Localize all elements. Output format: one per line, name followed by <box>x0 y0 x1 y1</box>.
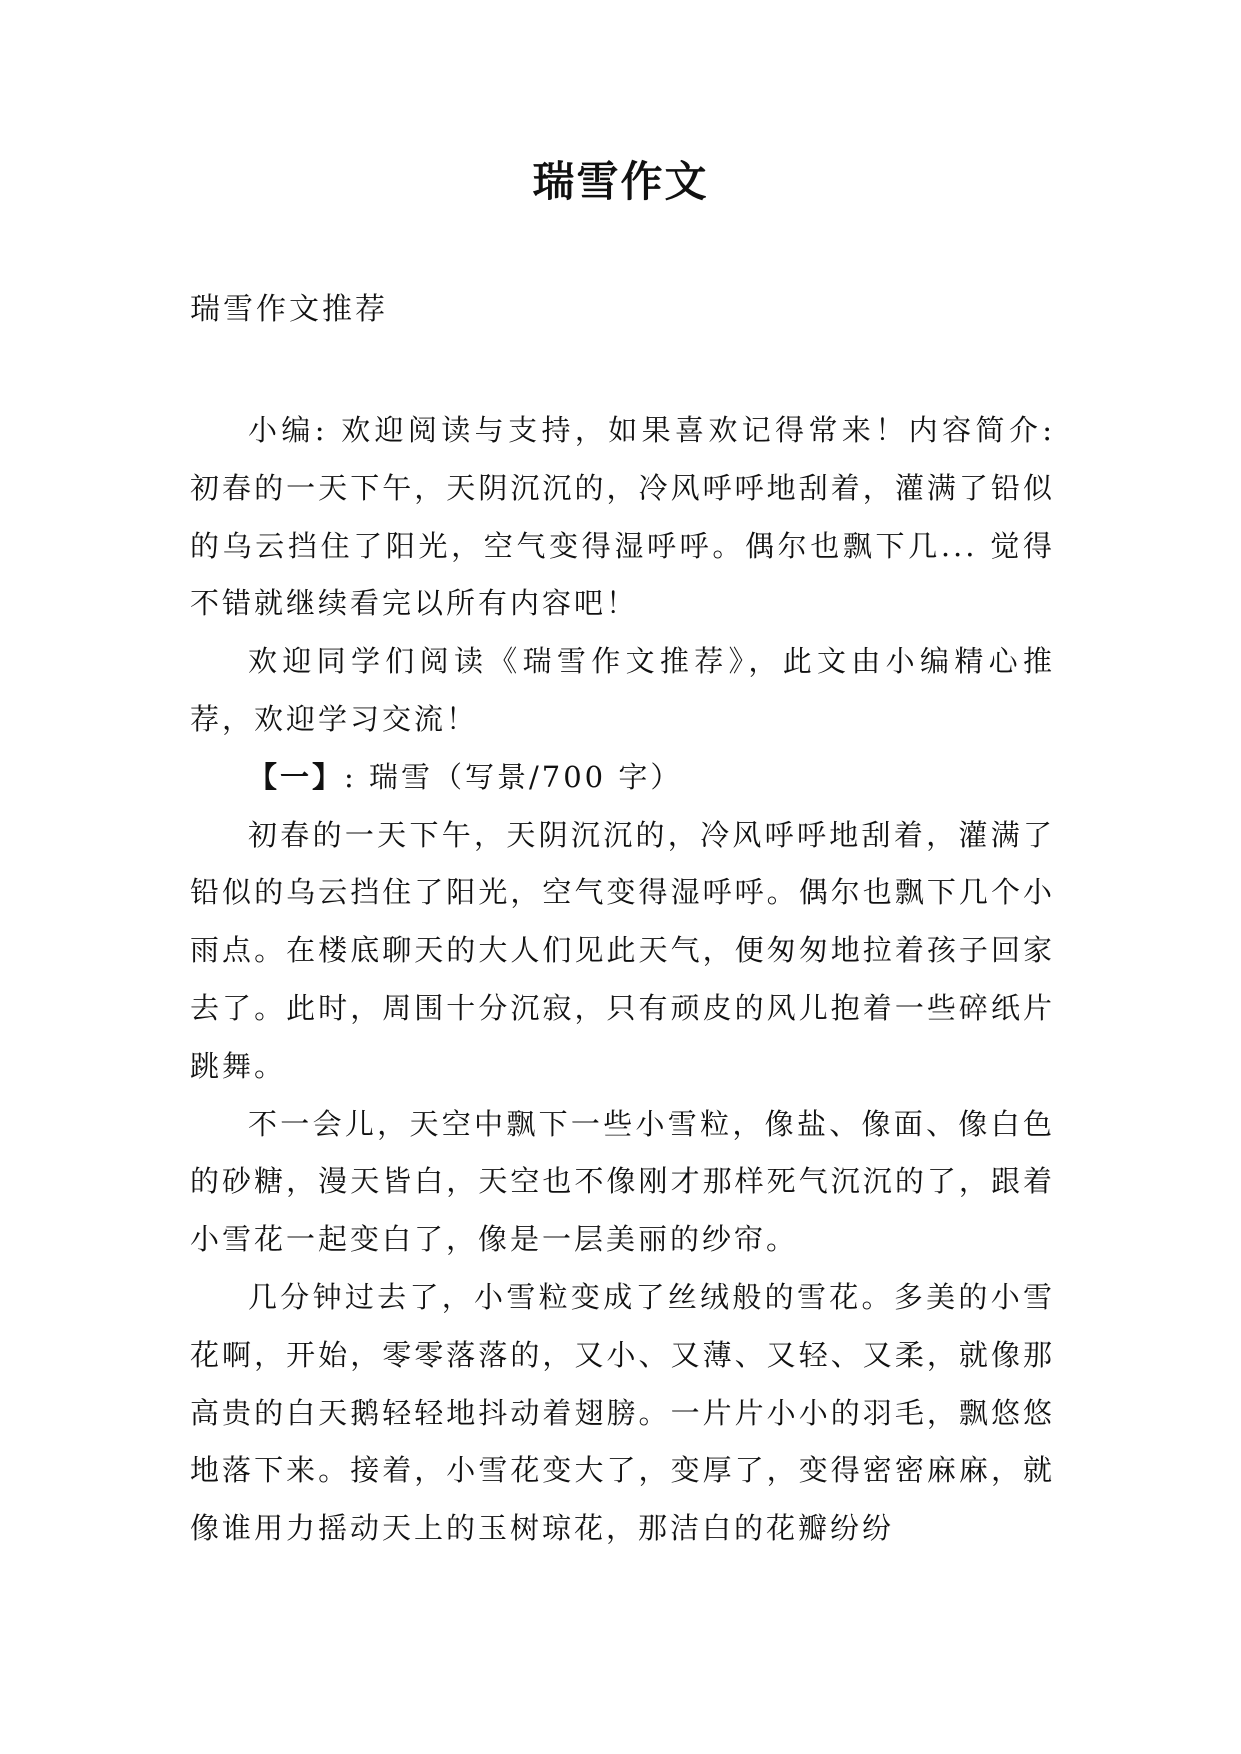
welcome-paragraph: 欢迎同学们阅读《瑞雪作文推荐》，此文由小编精心推荐，欢迎学习交流！ <box>190 644 1055 736</box>
body-paragraph: 几分钟过去了，小雪粒变成了丝绒般的雪花。多美的小雪花啊，开始，零零落落的，又小、又薄、又轻、又柔，就像那高贵的白天鹅轻轻地抖动着翅膀。一片片小小的羽毛，飘悠悠地落下来。接着，小雪花变大了，变厚了，变得密密麻麻，就像谁用力摇动天上的玉树琼花，那洁白的花瓣纷纷 <box>190 1279 1055 1546</box>
document-title: 瑞雪作文 <box>532 157 709 206</box>
section-heading <box>190 749 1055 807</box>
body-paragraph: 初春的一天下午，天阴沉沉的，冷风呼呼地刮着，灌满了铅似的乌云挡住了阳光，空气变得湿呼呼。偶尔也飘下几个小雨点。在楼底聊天的大人们见此天气，便匆匆地拉着孩子回家去了。此时，周围十分沉寂，只有顽皮的风儿抱着一些碎纸片跳舞。 <box>190 817 1055 1083</box>
body-paragraph: 不一会儿，天空中飘下一些小雪粒，像盐、像面、像白色的砂糖，漫天皆白，天空也不像刚才那样死气沉沉的了，跟着小雪花一起变白了，像是一层美丽的纱帘。 <box>190 1106 1055 1257</box>
section-marker: 【一】 <box>248 759 345 794</box>
document-subtitle: 瑞雪作文推荐 <box>190 292 388 327</box>
document-body <box>190 402 1055 1558</box>
section-heading-text: : 瑞雪（写景/700 字） <box>344 759 683 794</box>
intro-paragraph: 小编: 欢迎阅读与支持，如果喜欢记得常来！内容简介: 初春的一天下午，天阴沉沉的，冷风呼呼地刮着，灌满了铅似的乌云挡住了阳光，空气变得湿呼呼。偶尔也飘下几... 觉得不错就继续看完以所有内容吧！ <box>190 413 1055 621</box>
